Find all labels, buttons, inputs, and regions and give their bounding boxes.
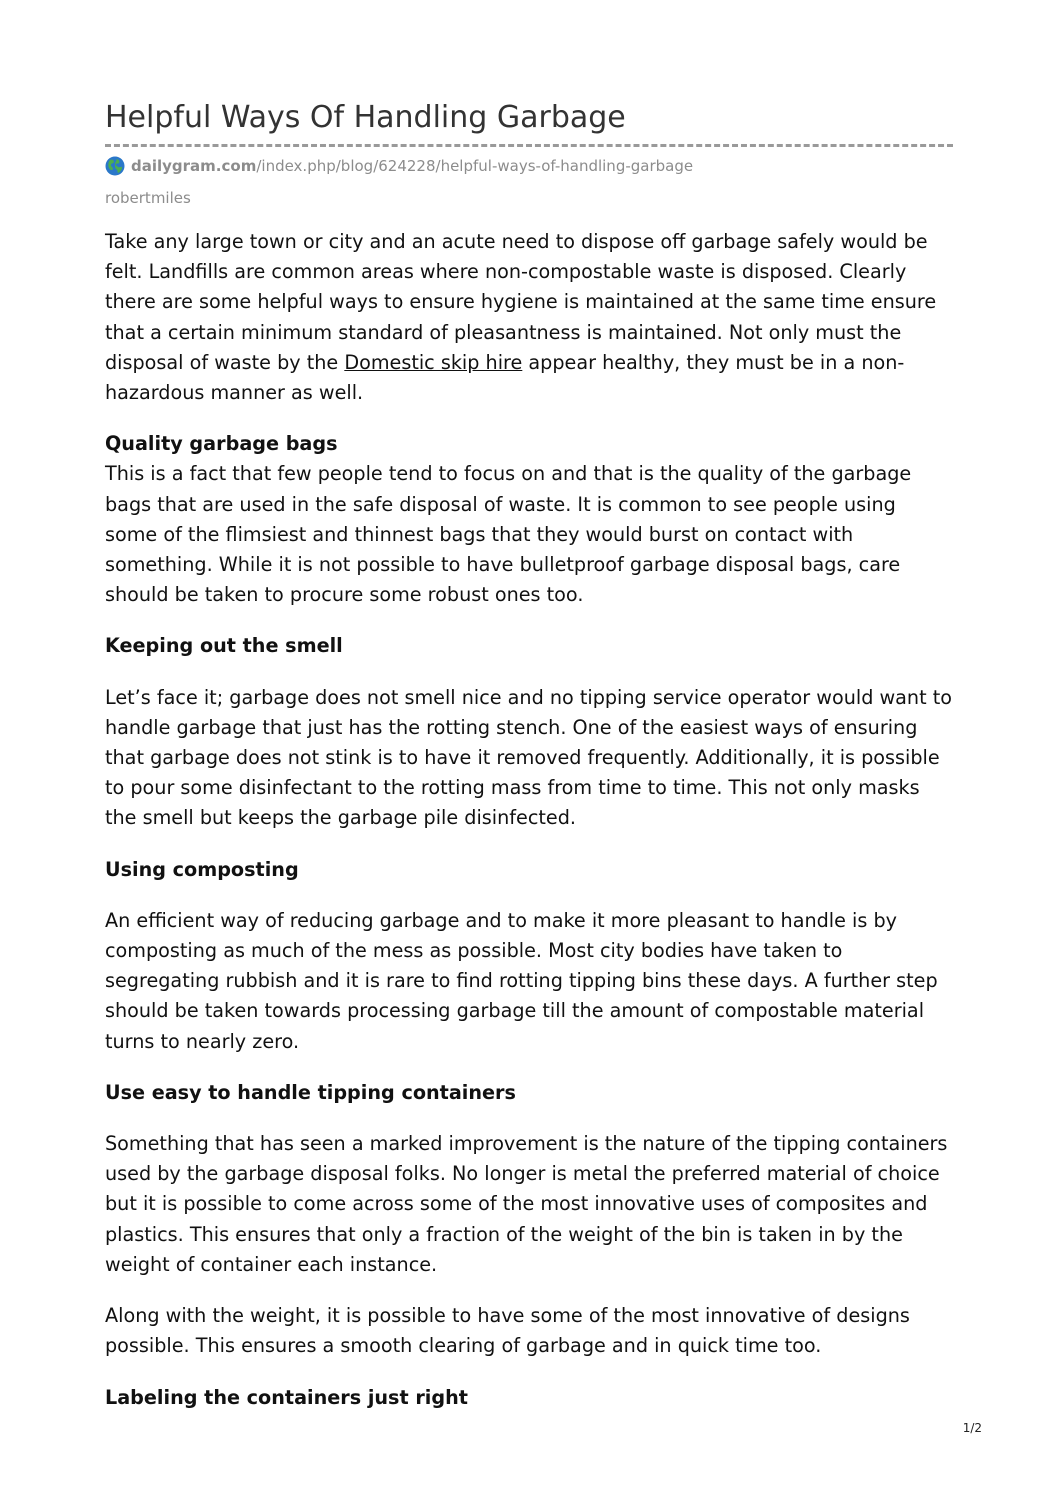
section-paragraph: An efficient way of reducing garbage and to make it more pleasant to handle is by composting as much of the mess as possible. Most city bodies have taken to segregating rubbish and it is rare to find rotting tipping bins these days. A further step should be taken towards processing garbage till the amount of compostable material turns to nearly zero. bbox=[105, 908, 938, 1053]
source-path[interactable]: /index.php/blog/624228/helpful-ways-of-handling-garbage bbox=[256, 157, 694, 175]
section-heading-composting: Using composting bbox=[105, 857, 299, 881]
section-paragraph: Along with the weight, it is possible to have some of the most innovative of designs possible. This ensures a smooth clearing of garbage and in quick time too. bbox=[105, 1304, 910, 1358]
author-name: robertmiles bbox=[105, 189, 191, 207]
page-title: Helpful Ways Of Handling Garbage bbox=[105, 98, 953, 147]
section-paragraph: Something that has seen a marked improvement is the nature of the tipping containers used by the garbage disposal folks. No longer is metal the preferred material of choice but it is possible to come across some of the most innovative uses of composites and plastics. This ensures that only a fraction of the weight of the bin is taken in by the weight of container each instance. bbox=[105, 1132, 948, 1276]
section-heading-labeling: Labeling the containers just right bbox=[105, 1385, 468, 1409]
section-heading-smell: Keeping out the smell bbox=[105, 634, 343, 658]
section-paragraph: Let’s face it; garbage does not smell nice and no tipping service operator would want to handle garbage that just has the rotting stench. One of the easiest ways of ensuring that garbage does not stink is to have it removed frequently. Additionally, it is possible to pour some disinfectant to the rotting mass from time to time. This not only masks the smell but keeps the garbage pile disinfected. bbox=[105, 685, 952, 830]
section-heading-quality-bags: Quality garbage bags bbox=[105, 432, 338, 456]
source-domain[interactable]: dailygram.com bbox=[131, 157, 257, 175]
section-paragraph: This is a fact that few people tend to focus on and that is the quality of the garbage bags that are used in the safe disposal of waste. It is common to see people using some of the flimsiest and thinnest bags that they would burst on contact with something. While it is not possible to have bulletproof garbage disposal bags, care should be taken to procure some robust ones too. bbox=[105, 462, 912, 607]
source-link[interactable] bbox=[105, 153, 953, 179]
article-body bbox=[105, 227, 953, 1413]
intro-paragraph: Take any large town or city and an acute need to dispose off garbage safely would be felt. Landfills are common areas where non-compostable waste is disposed. Clearly there are some helpful ways to ensure hygiene is maintained at the same time ensure that a certain minimum standard of pleasantness is maintained. Not only must the disposal of waste by the Domestic skip hire appear healthy, they must be in a non-hazardous manner as well. bbox=[105, 230, 937, 405]
section-heading-tipping-containers: Use easy to handle tipping containers bbox=[105, 1080, 516, 1104]
globe-icon bbox=[105, 156, 125, 176]
page-number: 1/2 bbox=[962, 1421, 982, 1435]
article bbox=[105, 98, 953, 1434]
domestic-skip-hire-link[interactable]: Domestic skip hire bbox=[344, 350, 523, 374]
